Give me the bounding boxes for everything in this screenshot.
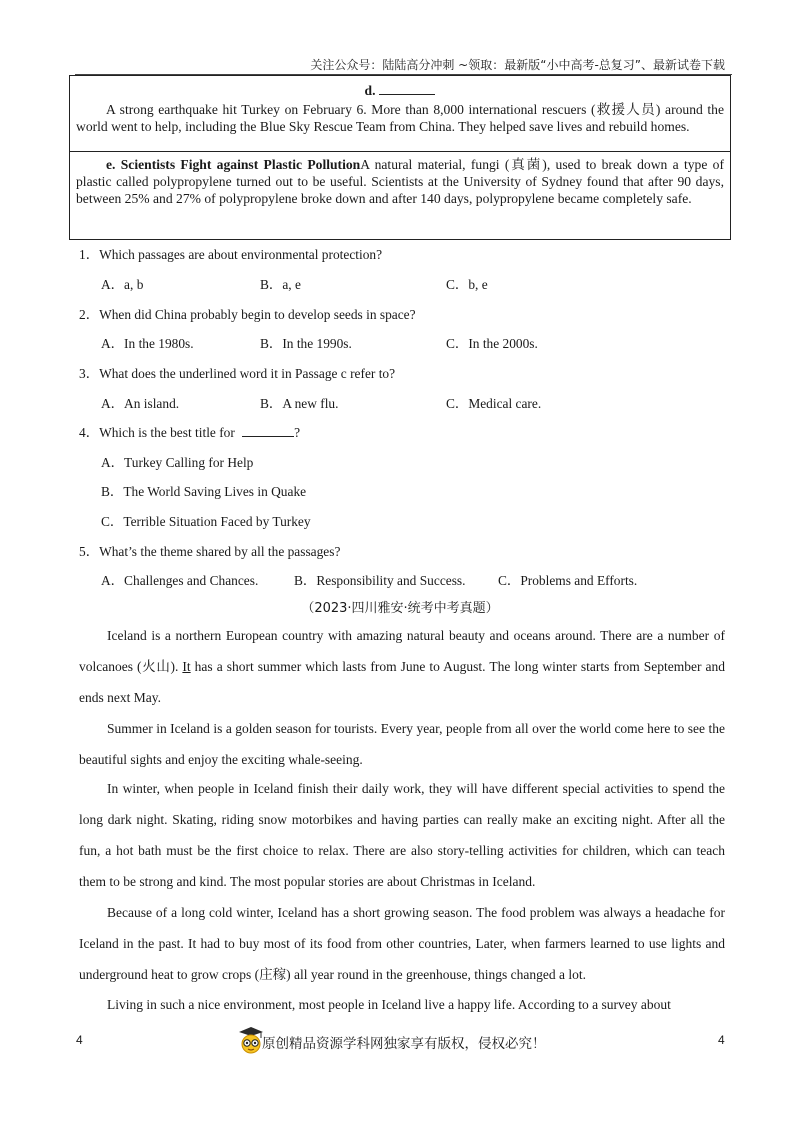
- question-5: 5．What’s the theme shared by all the passages?: [79, 544, 341, 559]
- paragraph-1-part-b: has a short summer which lasts from June to August. The long winter starts from September and ends next May.: [79, 659, 725, 705]
- question-1: 1．Which passages are about environmental protection?: [79, 247, 383, 262]
- q3-option-b[interactable]: B．A new flu.: [260, 396, 339, 411]
- passage-paragraph-2: Summer in Iceland is a golden season for tourists. Every year, people from all over the world come here to see the beautiful sights and enjoy the exciting whale-seeing.: [79, 721, 725, 767]
- passage-e-text: A natural material, fungi (真菌), used to break down a type of plastic called polypropylene turned out to be useful. Scientists at the University of Sydney found that after 90 days, between 25% and 27% of polypropylene broke down and after 140 days, polypropylene became completely safe.: [76, 157, 724, 206]
- q1-option-c[interactable]: C．b, e: [446, 277, 488, 292]
- question-4-blank: [242, 424, 294, 437]
- passage-e-title: e. Scientists Fight against Plastic Pollution: [106, 157, 361, 172]
- passage-paragraph-4: Because of a long cold winter, Iceland has a short growing season. The food problem was always a headache for Iceland in the past. It had to buy most of its food from other countries, Later, when farmers learned to use lights and underground heat to grow crops (庄稼) all year round in the greenhouse, things changed a lot.: [79, 905, 725, 982]
- passage-d-text: A strong earthquake hit Turkey on February 6. More than 8,000 international rescuers (救援人员) around the world went to help, including the Blue Sky Rescue Team from China. They helped save lives and rebuild homes.: [76, 102, 724, 134]
- q2-option-a[interactable]: A．In the 1980s.: [101, 336, 194, 351]
- title-blank: [379, 82, 435, 95]
- question-4-mark: ?: [294, 425, 301, 440]
- q1-option-b[interactable]: B．a, e: [260, 277, 301, 292]
- passage-e-box: [69, 152, 731, 240]
- q4-option-a[interactable]: A．Turkey Calling for Help: [101, 455, 254, 470]
- page-number-left: 4: [76, 1033, 83, 1047]
- question-3: 3．What does the underlined word it in Passage c refer to?: [79, 366, 396, 381]
- copyright-footer: 原创精品资源学科网独家享有版权，侵权必究！: [262, 1036, 546, 1052]
- q5-option-b[interactable]: B．Responsibility and Success.: [294, 573, 466, 588]
- q2-option-b[interactable]: B．In the 1990s.: [260, 336, 352, 351]
- passage-paragraph-3: In winter, when people in Iceland finish their daily work, they will have different special activities to spend the long dark night. Skating, riding snow motorbikes and having parties can really make an exciting night. After all the fun, a hot bath must be the first choice to relax. There are also story-telling activities for children, which can teach them to be strong and kind. The most popular stories are about Christmas in Iceland.: [79, 781, 725, 889]
- q4-option-c[interactable]: C．Terrible Situation Faced by Turkey: [101, 514, 311, 529]
- q1-option-a[interactable]: A．a, b: [101, 277, 144, 292]
- question-2: 2．When did China probably begin to develop seeds in space?: [79, 307, 416, 322]
- page-number-right: 4: [718, 1033, 725, 1047]
- question-4: [79, 422, 300, 441]
- q3-option-a[interactable]: A．An island.: [101, 396, 180, 411]
- q3-option-c[interactable]: C．Medical care.: [446, 396, 542, 411]
- passage-d-label: [76, 82, 724, 99]
- underlined-word-it: It: [182, 659, 191, 674]
- passage-paragraph-1: [79, 620, 725, 713]
- passage-e-paragraph: [76, 156, 724, 207]
- passage-paragraph-5: Living in such a nice environment, most people in Iceland live a happy life. According to a survey about: [107, 997, 671, 1012]
- question-4-stem: 4．Which is the best title for: [79, 425, 239, 440]
- q2-option-c[interactable]: C．In the 2000s.: [446, 336, 538, 351]
- q4-option-b[interactable]: B．The World Saving Lives in Quake: [101, 484, 307, 499]
- q5-option-c[interactable]: C．Problems and Efforts.: [498, 573, 638, 588]
- passage-d-box: [69, 75, 731, 152]
- passage-d-letter: d.: [364, 83, 376, 98]
- q5-option-a[interactable]: A．Challenges and Chances.: [101, 573, 259, 588]
- exam-source: （2023·四川雅安·统考中考真题）: [301, 601, 499, 616]
- mascot-icon: [238, 1026, 264, 1054]
- page-header: 关注公众号：陆陆高分冲刺 ~领取：最新版“小中高考-总复习”、最新试卷下载: [310, 58, 725, 72]
- paragraph-1-part-a: Iceland is a northern European country with amazing natural beauty and oceans around. There are a number of volcanoes (火山).: [79, 628, 725, 674]
